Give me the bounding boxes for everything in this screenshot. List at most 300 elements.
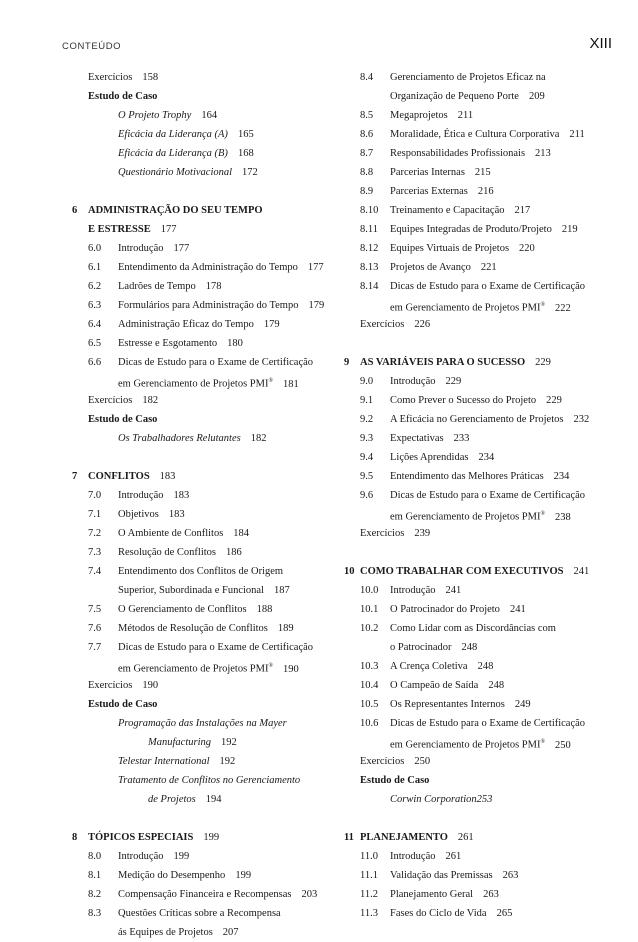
toc-entry-title: Manufacturing 192 [148, 737, 237, 748]
toc-entry [344, 733, 628, 752]
page-header [62, 35, 612, 57]
toc-entry-title: Dicas de Estudo para o Exame de Certificação [118, 642, 314, 653]
toc-entry-number: 6.6 [88, 357, 102, 368]
toc-page-number: 192 [221, 737, 237, 748]
toc-entry-number: 11 [344, 832, 354, 843]
toc-entry [344, 866, 628, 885]
toc-entry-number: 8.14 [360, 281, 379, 292]
toc-entry-number: 8.11 [360, 224, 378, 235]
toc-entry [344, 714, 628, 733]
toc-entry-title: Questões Críticas sobre a Recompensa [118, 908, 281, 919]
toc-page-number: 222 [555, 302, 571, 314]
toc-page-number: 213 [535, 148, 551, 159]
toc-entry-number: 10.3 [360, 661, 379, 672]
toc-entry-title: Como Prever o Sucesso do Projeto 229 [390, 395, 562, 406]
toc-entry [72, 866, 334, 885]
toc-entry-number: 11.2 [360, 889, 378, 900]
toc-entry [344, 505, 628, 524]
toc-entry [72, 486, 334, 505]
toc-page-number: 187 [273, 585, 290, 596]
toc-entry-title: Dicas de Estudo para o Exame de Certificação [390, 281, 586, 292]
toc-entry [344, 106, 628, 125]
toc-entry-title: Estudo de Caso [88, 91, 158, 102]
toc-entry-title: Equipes Virtuais de Projetos 220 [390, 243, 535, 254]
toc-entry [344, 847, 628, 866]
toc-chapter-entry [344, 828, 628, 847]
toc-page-number: 241 [509, 604, 526, 615]
toc-chapter-entry [344, 353, 628, 372]
toc-page-number: 179 [263, 319, 280, 330]
toc-entry-number: 10.0 [360, 585, 379, 596]
toc-page-number: 165 [237, 129, 254, 140]
toc-entry-title: Exercícios 190 [88, 680, 159, 691]
toc-entry-title: Resolução de Conflitos 186 [118, 547, 242, 558]
toc-entry [344, 752, 628, 771]
toc-entry [72, 125, 334, 144]
toc-entry [344, 486, 628, 505]
toc-page-number: 217 [514, 205, 531, 216]
toc-page-number: 238 [555, 511, 571, 523]
section-gap [344, 809, 628, 828]
toc-entry-number: 6.0 [88, 243, 102, 254]
toc-entry-number: 7.5 [88, 604, 102, 615]
toc-entry-title: Programação das Instalações na Mayer [118, 718, 287, 729]
toc-entry [344, 163, 628, 182]
toc-entry-title: Entendimento das Melhores Práticas 234 [390, 471, 570, 482]
toc-page-number: 188 [256, 604, 273, 615]
running-header-label: CONTEÚDO [62, 41, 122, 52]
toc-entry-number: 9.3 [360, 433, 374, 444]
toc-page-number: 199 [173, 851, 190, 862]
toc-entry-title: Ladrões de Tempo 178 [118, 281, 222, 292]
toc-page-number: 248 [488, 680, 505, 691]
toc-entry-number: 7.0 [88, 490, 102, 501]
toc-entry [344, 182, 628, 201]
toc-entry-title: Estudo de Caso [88, 414, 158, 425]
toc-page-number: 182 [250, 433, 267, 444]
toc-entry [72, 144, 334, 163]
toc-page-number: 216 [477, 186, 494, 197]
toc-entry-title: Introdução 261 [390, 851, 462, 862]
toc-entry-number: 7 [72, 471, 78, 482]
toc-entry [344, 277, 628, 296]
toc-entry-title: Entendimento da Administração do Tempo 177 [118, 262, 324, 273]
toc-page-number: 183 [173, 490, 190, 501]
toc-page-number: 250 [414, 756, 431, 767]
toc-page-number: 215 [474, 167, 491, 178]
toc-entry [72, 676, 334, 695]
toc-entry [344, 600, 628, 619]
toc-page-number: 226 [414, 319, 431, 330]
toc-entry [72, 87, 334, 106]
toc-page-number: 248 [477, 661, 494, 672]
toc-entry-title: Os Trabalhadores Relutantes 182 [118, 433, 267, 444]
toc-page-number: 189 [277, 623, 294, 634]
toc-page-number: 172 [242, 167, 258, 178]
toc-entry-title: O Ambiente de Conflitos 184 [118, 528, 250, 539]
toc-entry-title: o Patrocinador 248 [390, 642, 478, 653]
toc-entry-number: 8.13 [360, 262, 379, 273]
toc-entry [72, 790, 334, 809]
toc-entry [72, 429, 334, 448]
toc-entry [344, 904, 628, 923]
toc-entry-title: Megaprojetos 211 [390, 110, 474, 121]
toc-entry-title: Eficácia da Liderança (A) 165 [118, 129, 254, 140]
toc-entry-number: 7.2 [88, 528, 102, 539]
section-gap [72, 809, 334, 828]
toc-entry-number: 9.2 [360, 414, 374, 425]
toc-entry-title: Exercícios 226 [360, 319, 431, 330]
toc-page-number: 234 [553, 471, 570, 482]
toc-entry [72, 562, 334, 581]
toc-entry-title: Exercícios 250 [360, 756, 431, 767]
toc-page-number: 164 [201, 110, 218, 121]
toc-entry-title: Moralidade, Ética e Cultura Corporativa 211 [390, 129, 585, 140]
toc-entry-title: Entendimento dos Conflitos de Origem [118, 566, 284, 577]
toc-page-number: 261 [445, 851, 462, 862]
toc-entry-title: Corwin Corporation253 [390, 794, 493, 805]
toc-entry-title: Introdução 199 [118, 851, 190, 862]
toc-entry [72, 771, 334, 790]
toc-entry-number: 6 [72, 205, 78, 216]
toc-entry-title: em Gerenciamento de Projetos PMI® 222 [390, 302, 571, 314]
toc-entry [344, 372, 628, 391]
toc-entry-number: 11.0 [360, 851, 378, 862]
toc-column-left [72, 68, 334, 942]
toc-entry [72, 524, 334, 543]
toc-entry [72, 752, 334, 771]
toc-entry [344, 695, 628, 714]
section-gap [344, 334, 628, 353]
toc-entry [344, 619, 628, 638]
toc-entry [344, 467, 628, 486]
toc-page-number: 221 [480, 262, 497, 273]
toc-entry-title: Validação das Premissas 263 [390, 870, 519, 881]
section-gap [72, 448, 334, 467]
toc-page-number: 263 [502, 870, 519, 881]
toc-entry-title: Fases do Ciclo de Vida 265 [390, 908, 513, 919]
toc-entry [72, 106, 334, 125]
toc-page-number: 229 [535, 357, 551, 368]
toc-entry [72, 923, 334, 942]
toc-entry-title: Equipes Integradas de Produto/Projeto 219 [390, 224, 578, 235]
toc-page-number: 179 [308, 300, 325, 311]
toc-entry-title: Tratamento de Conflitos no Gerenciamento [118, 775, 301, 786]
toc-entry-number: 6.1 [88, 262, 102, 273]
section-gap [344, 543, 628, 562]
toc-entry [344, 638, 628, 657]
toc-entry-number: 9.5 [360, 471, 374, 482]
toc-page-number: 211 [457, 110, 474, 121]
toc-entry-number: 9.0 [360, 376, 374, 387]
toc-page-number: 178 [205, 281, 222, 292]
toc-entry-title: Administração Eficaz do Tempo 179 [118, 319, 280, 330]
toc-chapter-entry [72, 467, 334, 486]
toc-entry-number: 7.4 [88, 566, 102, 577]
toc-entry-title: Treinamento e Capacitação 217 [390, 205, 531, 216]
toc-entry-title: Os Representantes Internos 249 [390, 699, 531, 710]
toc-entry-number: 9.6 [360, 490, 374, 501]
toc-entry-number: 8.12 [360, 243, 379, 254]
toc-entry-title: A Crença Coletiva 248 [390, 661, 494, 672]
toc-entry-number: 8.10 [360, 205, 379, 216]
toc-entry-number: 6.5 [88, 338, 102, 349]
toc-entry-title: Exercícios 239 [360, 528, 431, 539]
toc-entry-number: 8.3 [88, 908, 102, 919]
toc-entry [72, 657, 334, 676]
toc-entry [344, 315, 628, 334]
toc-page-number: 241 [445, 585, 462, 596]
toc-entry-title: COMO TRABALHAR COM EXECUTIVOS 241 [360, 566, 590, 577]
toc-entry-number: 7.1 [88, 509, 102, 520]
toc-entry-title: E ESTRESSE 177 [88, 224, 177, 235]
toc-entry-title: Métodos de Resolução de Conflitos 189 [118, 623, 294, 634]
toc-entry-title: Superior, Subordinada e Funcional 187 [118, 585, 290, 596]
toc-entry [344, 429, 628, 448]
toc-entry [72, 315, 334, 334]
toc-entry-title: O Gerenciamento de Conflitos 188 [118, 604, 273, 615]
toc-entry-title: em Gerenciamento de Projetos PMI® 238 [390, 511, 571, 523]
toc-page-number: 183 [168, 509, 185, 520]
toc-entry [72, 334, 334, 353]
toc-page-number: 233 [453, 433, 470, 444]
toc-entry-title: Introdução 229 [390, 376, 462, 387]
toc-entry [72, 353, 334, 372]
toc-entry-title: O Patrocinador do Projeto 241 [390, 604, 526, 615]
toc-entry-number: 8.5 [360, 110, 374, 121]
toc-entry [344, 87, 628, 106]
toc-entry-title: Estudo de Caso [360, 775, 430, 786]
toc-entry-number: 8.9 [360, 186, 374, 197]
toc-page-number: 232 [573, 414, 590, 425]
toc-entry-number: 9.1 [360, 395, 374, 406]
toc-page-number: 239 [414, 528, 431, 539]
toc-entry-number: 6.3 [88, 300, 102, 311]
toc-entry-number: 8.7 [360, 148, 374, 159]
toc-entry-number: 10 [344, 566, 355, 577]
toc-page-number: 186 [226, 547, 242, 558]
toc-entry [72, 410, 334, 429]
toc-entry-title: Como Lidar com as Discordâncias com [390, 623, 556, 634]
toc-page-number: 203 [301, 889, 318, 900]
toc-entry-title: em Gerenciamento de Projetos PMI® 190 [118, 663, 299, 675]
toc-entry-title: Objetivos 183 [118, 509, 185, 520]
toc-entry-title: Estudo de Caso [88, 699, 158, 710]
toc-entry [344, 391, 628, 410]
toc-entry [72, 220, 334, 239]
toc-page-number: 229 [546, 395, 562, 406]
toc-entry-title: Dicas de Estudo para o Exame de Certificação [390, 490, 586, 501]
toc-entry-title: Dicas de Estudo para o Exame de Certificação [390, 718, 586, 729]
toc-entry-number: 10.4 [360, 680, 379, 691]
toc-page-number: 158 [142, 72, 159, 83]
toc-entry-number: 9 [344, 357, 350, 368]
toc-chapter-entry [72, 828, 334, 847]
toc-entry [344, 676, 628, 695]
toc-chapter-entry [344, 562, 628, 581]
toc-page-number: 261 [457, 832, 474, 843]
toc-page-number: 199 [235, 870, 252, 881]
toc-entry-number: 8.1 [88, 870, 102, 881]
toc-entry [72, 638, 334, 657]
toc-entry [344, 771, 628, 790]
toc-entry [72, 581, 334, 600]
toc-entry [72, 258, 334, 277]
toc-page-number: 207 [222, 927, 239, 938]
toc-entry [344, 296, 628, 315]
toc-entry-number: 10.2 [360, 623, 379, 634]
toc-page-number: 209 [528, 91, 545, 102]
toc-entry [72, 695, 334, 714]
toc-page-number: 219 [561, 224, 578, 235]
toc-column-right [344, 68, 628, 923]
toc-page-number: 183 [159, 471, 176, 482]
toc-entry [344, 885, 628, 904]
toc-entry-title: CONFLITOS 183 [88, 471, 176, 482]
toc-page-number: 184 [233, 528, 250, 539]
toc-page-number: 211 [569, 129, 585, 140]
toc-entry-number: 8.0 [88, 851, 102, 862]
toc-entry [344, 201, 628, 220]
toc-entry [72, 733, 334, 752]
toc-entry [72, 904, 334, 923]
toc-entry [344, 125, 628, 144]
toc-entry-title: em Gerenciamento de Projetos PMI® 181 [118, 378, 299, 390]
toc-entry-title: AS VARIÁVEIS PARA O SUCESSO 229 [360, 357, 551, 368]
section-gap [72, 182, 334, 201]
toc-page-number: 177 [173, 243, 190, 254]
toc-page-number: 263 [483, 889, 499, 900]
toc-entry-title: Parcerias Externas 216 [390, 186, 494, 197]
toc-entry [72, 847, 334, 866]
toc-entry-number: 8.8 [360, 167, 374, 178]
toc-page-number: 177 [160, 224, 177, 235]
toc-entry [72, 239, 334, 258]
toc-page-number: 190 [283, 663, 299, 675]
toc-entry [344, 448, 628, 467]
toc-entry-number: 6.4 [88, 319, 102, 330]
toc-page-number: 241 [573, 566, 590, 577]
toc-entry-title: PLANEJAMENTO 261 [360, 832, 474, 843]
toc-entry [72, 68, 334, 87]
toc-entry [344, 68, 628, 87]
toc-entry-title: Estresse e Esgotamento 180 [118, 338, 243, 349]
toc-entry-title: O Projeto Trophy 164 [118, 110, 218, 121]
toc-entry-title: Exercícios 182 [88, 395, 159, 406]
toc-entry [72, 163, 334, 182]
toc-page-number: 229 [445, 376, 462, 387]
toc-entry-title: Dicas de Estudo para o Exame de Certificação [118, 357, 314, 368]
toc-entry-title: Medição do Desempenho 199 [118, 870, 252, 881]
toc-entry [72, 543, 334, 562]
toc-entry [344, 524, 628, 543]
toc-chapter-entry [72, 201, 334, 220]
toc-page-number: 199 [203, 832, 220, 843]
toc-entry-title: Expectativas 233 [390, 433, 470, 444]
toc-entry-number: 7.6 [88, 623, 102, 634]
toc-entry [72, 277, 334, 296]
toc-entry-title: Telestar International 192 [118, 756, 236, 767]
toc-entry-title: Responsabilidades Profissionais 213 [390, 148, 551, 159]
toc-entry-number: 10.5 [360, 699, 379, 710]
toc-entry-number: 8.4 [360, 72, 374, 83]
toc-entry-number: 11.1 [360, 870, 378, 881]
toc-entry [344, 144, 628, 163]
toc-entry-number: 8 [72, 832, 78, 843]
toc-entry [344, 581, 628, 600]
toc-entry-title: em Gerenciamento de Projetos PMI® 250 [390, 739, 571, 751]
toc-entry-title: A Eficácia no Gerenciamento de Projetos 232 [390, 414, 590, 425]
toc-entry-title: Exercícios 158 [88, 72, 159, 83]
toc-page-number: 190 [142, 680, 159, 691]
toc-page-number: 234 [478, 452, 495, 463]
toc-entry-title: ás Equipes de Projetos 207 [118, 927, 239, 938]
toc-page-number: 192 [219, 756, 236, 767]
toc-entry-title: Planejamento Geral 263 [390, 889, 499, 900]
toc-entry-title: TÓPICOS ESPECIAIS 199 [88, 832, 220, 843]
toc-entry [72, 714, 334, 733]
toc-entry-title: Formulários para Administração do Tempo 179 [118, 300, 325, 311]
toc-entry-title: Introdução 183 [118, 490, 190, 501]
toc-page-number: 194 [205, 794, 222, 805]
toc-entry-title: Projetos de Avanço 221 [390, 262, 497, 273]
toc-entry-title: Introdução 177 [118, 243, 190, 254]
toc-page-number: 181 [283, 378, 299, 390]
toc-entry [344, 657, 628, 676]
toc-page-number: 265 [496, 908, 513, 919]
toc-page-number: 248 [461, 642, 478, 653]
toc-entry [344, 220, 628, 239]
toc-page-number: 220 [519, 243, 535, 254]
toc-entry-title: O Campeão de Saída 248 [390, 680, 505, 691]
toc-entry-title: Parcerias Internas 215 [390, 167, 491, 178]
toc-entry-number: 11.3 [360, 908, 378, 919]
toc-entry-number: 9.4 [360, 452, 374, 463]
toc-entry [72, 372, 334, 391]
toc-entry [72, 296, 334, 315]
toc-entry [72, 619, 334, 638]
page-number: XIII [589, 35, 612, 52]
toc-entry-number: 10.1 [360, 604, 379, 615]
toc-entry-title: Gerenciamento de Projetos Eficaz na [390, 72, 546, 83]
toc-page-number: 180 [227, 338, 243, 349]
toc-entry [344, 258, 628, 277]
toc-entry [72, 885, 334, 904]
toc-entry-number: 8.2 [88, 889, 102, 900]
toc-entry-title: Compensação Financeira e Recompensas 203 [118, 889, 318, 900]
toc-entry-number: 8.6 [360, 129, 374, 140]
toc-entry-title: Introdução 241 [390, 585, 462, 596]
toc-page-number: 177 [307, 262, 324, 273]
toc-entry [72, 600, 334, 619]
toc-entry-title: de Projetos 194 [148, 794, 222, 805]
toc-entry-number: 7.7 [88, 642, 102, 653]
toc-entry-title: Questionário Motivacional 172 [118, 167, 258, 178]
toc-page-number: 168 [237, 148, 254, 159]
toc-entry [72, 391, 334, 410]
toc-entry-number: 6.2 [88, 281, 102, 292]
toc-entry [72, 505, 334, 524]
toc-entry-title: Eficácia da Liderança (B) 168 [118, 148, 254, 159]
toc-entry [344, 790, 628, 809]
toc-page-number: 249 [514, 699, 531, 710]
toc-entry-number: 10.6 [360, 718, 379, 729]
toc-entry-title: ADMINISTRAÇÃO DO SEU TEMPO [88, 205, 263, 216]
toc-entry [344, 239, 628, 258]
toc-entry-title: Lições Aprendidas 234 [390, 452, 495, 463]
toc-entry [344, 410, 628, 429]
toc-page-number: 182 [142, 395, 159, 406]
